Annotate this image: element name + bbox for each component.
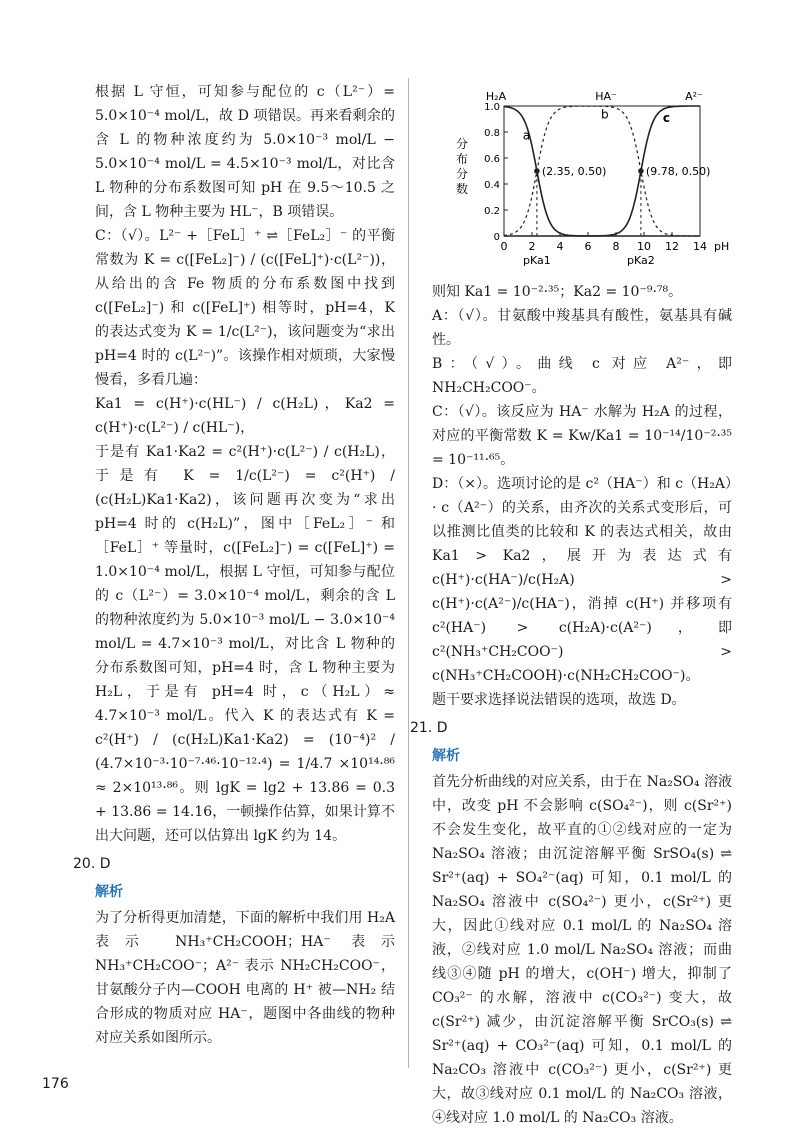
pka-label: pKa1 [523,254,551,267]
y-axis-label-char: 布 [455,152,469,166]
pka-label: pKa2 [627,254,655,267]
curve-label: b [600,107,609,122]
option-c: C：（√）。该反应为 HA⁻ 水解为 H₂A 的过程，对应的平衡常数 K = Kw/Ka1 = 10⁻¹⁴/10⁻²·³⁵ = 10⁻¹¹·⁶⁵。 [432,404,732,468]
species-label: HA⁻ [595,90,617,103]
question-20-intro: 为了分析得更加清楚，下面的解析中我们用 H₂A 表示 NH₃⁺CH₂COOH；HA⁻ 表示 NH₃⁺CH₂COO⁻；A²⁻ 表示 NH₂CH₂COO⁻，甘氨酸分子内—COOH 电离的 H⁺ 被—NH₂ 结合形成的物质对应 HA⁻，题图中各曲线的物种对应关系如图所示。 [95,910,395,1046]
question-21-number: 21. D [410,720,448,736]
left-paragraph: 根据 L 守恒，可知参与配位的 c（L²⁻）= 5.0×10⁻⁴ mol/L，故 D 项错误。再来看剩余的含 L 的物种浓度约为 5.0×10⁻³ mol/L − 5.0×10⁻⁴ mol/L = 4.5×10⁻³ mol/L，对比含 L 物种的分布系数图可知 pH 在 9.5～10.5 之间，含 L 物种主要为 HL⁻，B 项错误。 [95,84,395,220]
intersection-point [638,168,644,174]
y-axis-label-char: 分 [455,167,469,181]
x-tick-label: 0 [500,240,508,253]
right-column [410,80,732,1130]
y-tick-label: 0.6 [484,154,500,165]
intersection-label: (9.78, 0.50) [645,165,711,178]
y-tick-label: 0 [493,232,500,243]
x-tick-label: 4 [556,240,564,253]
option-d: D：（×）。选项讨论的是 c²（HA⁻）和 c（H₂A）· c（A²⁻）的关系，由齐次的关系式变形后，可以推测比值类的比较和 K 的表达式相关，故由 Ka1 > Ka2，展开为表达式有 c(H⁺)·c(HA⁻)/c(H₂A) > c(H⁺)·c(A²⁻)/c(HA⁻)，消掉 c(H⁺) 并移项有 c²(HA⁻) > c(H₂A)·c(A²⁻)，即 c²(NH₃⁺CH₂COO⁻) > c(NH₃⁺CH₂COOH)·c(NH₂CH₂COO⁻)。 [432,476,732,684]
species-label: A²⁻ [685,90,703,103]
ka-values: 则知 Ka1 = 10⁻²·³⁵；Ka2 = 10⁻⁹·⁷⁸。 [432,284,683,300]
question-20-analysis-label: 解析 [95,884,123,900]
curve-label: a [522,128,531,143]
left-paragraph: 于是有 Ka1·Ka2 = c²(H⁺)·c(L²⁻) / c(H₂L)，于是有 K = 1/c(L²⁻) = c²(H⁺) / (c(H₂L)Ka1·Ka2)，该问题再次变为“求出 pH=4 时的 c(H₂L)”，图中［FeL₂］⁻ 和［FeL］⁺ 等量时，c([FeL₂]⁻) = c([FeL]⁺) = 1.0×10⁻⁴ mol/L，根据 L 守恒，可知参与配位的 c（L²⁻）= 3.0×10⁻⁴ mol/L，剩余的含 L 的物种浓度约为 5.0×10⁻³ mol/L − 3.0×10⁻⁴ mol/L = 4.7×10⁻³ mol/L，对比含 L 物种的分布系数图可知，pH=4 时，含 L 物种主要为 H₂L，于是有 pH=4 时，c（H₂L）≈ 4.7×10⁻³ mol/L。代入 K 的表达式有 K = c²(H⁺) / (c(H₂L)Ka1·Ka2) = (10⁻⁴)² / (4.7×10⁻³·10⁻⁷·⁴⁶·10⁻¹²·⁴) = 1/4.7 ×10¹⁴·⁸⁶ ≈ 2×10¹³·⁸⁶。则 lgK = lg2 + 13.86 = 0.3 + 13.86 = 14.16，一顿操作估算，如果计算不出大问题，还可以估算出 lgK 约为 14。 [95,444,395,844]
intersection-label: (2.35, 0.50) [541,165,607,178]
option-a: A：（√）。甘氨酸中羧基具有酸性，氨基具有碱性。 [432,308,732,348]
y-tick-label: 0.2 [484,206,500,217]
distribution-chart [442,84,732,274]
y-axis-label-char: 分 [455,137,469,151]
x-tick-label: 12 [665,240,679,253]
option-b: B：（√）。曲线 c 对应 A²⁻，即 NH₂CH₂COO⁻。 [432,356,732,396]
conclusion: 题干要求选择说法错误的选项，故选 D。 [432,692,686,708]
left-column [73,80,395,1050]
x-axis-label: pH [714,240,730,253]
species-label: H₂A [485,90,507,103]
x-tick-label: 8 [612,240,620,253]
left-paragraph: C：（√）。L²⁻ +［FeL］⁺ ⇌［FeL₂］⁻ 的平衡常数为 K = c([FeL₂]⁻) / (c([FeL]⁺)·c(L²⁻))，从给出的含 Fe 物质的分布系数图中找到 c([FeL₂]⁻) 和 c([FeL]⁺) 相等时，pH=4，K 的表达式变为 K = 1/c(L²⁻)，该问题变为“求出 pH=4 时的 c(L²⁻)”。该操作相对烦琐，大家慢慢看，多看几遍： [95,228,395,388]
page-number: 176 [42,1076,69,1092]
question-21-analysis-label: 解析 [432,748,460,764]
y-axis-label-char: 数 [455,182,469,196]
x-tick-label: 14 [693,240,707,253]
intersection-point [534,168,540,174]
y-tick-label: 0.4 [484,180,500,191]
x-tick-label: 6 [584,240,592,253]
curve-label: c [662,110,670,125]
question-20-number: 20. D [73,856,111,872]
x-tick-label: 10 [637,240,651,253]
distribution-chart-svg [442,84,732,274]
y-tick-label: 1.0 [484,102,500,113]
column-divider [408,78,409,1068]
y-tick-label: 0.8 [484,128,500,139]
x-tick-label: 2 [528,240,536,253]
question-21-text: 首先分析曲线的对应关系，由于在 Na₂SO₄ 溶液中，改变 pH 不会影响 c(SO₄²⁻)，则 c(Sr²⁺) 不会发生变化，故平直的①②线对应的一定为 Na₂SO₄ 溶液；由沉淀溶解平衡 SrSO₄(s) ⇌ Sr²⁺(aq) + SO₄²⁻(aq) 可知，0.1 mol/L 的 Na₂SO₄ 溶液中 c(SO₄²⁻) 更小，c(Sr²⁺) 更大，因此①线对应 0.1 mol/L 的 Na₂SO₄ 溶液，②线对应 1.0 mol/L Na₂SO₄ 溶液；而曲线③④随 pH 的增大，c(OH⁻) 增大，抑制了 CO₃²⁻ 的水解，溶液中 c(CO₃²⁻) 变大，故 c(Sr²⁺) 减少，由沉淀溶解平衡 SrCO₃(s) ⇌ Sr²⁺(aq) + CO₃²⁻(aq) 可知，0.1 mol/L 的 Na₂CO₃ 溶液中 c(CO₃²⁻) 更小，c(Sr²⁺) 更大，故③线对应 0.1 mol/L 的 Na₂CO₃ 溶液，④线对应 1.0 mol/L 的 Na₂CO₃ 溶液。 [432,774,732,1126]
left-paragraph: Ka1 = c(H⁺)·c(HL⁻) / c(H₂L)，Ka2 = c(H⁺)·c(L²⁻) / c(HL⁻)， [95,396,395,436]
